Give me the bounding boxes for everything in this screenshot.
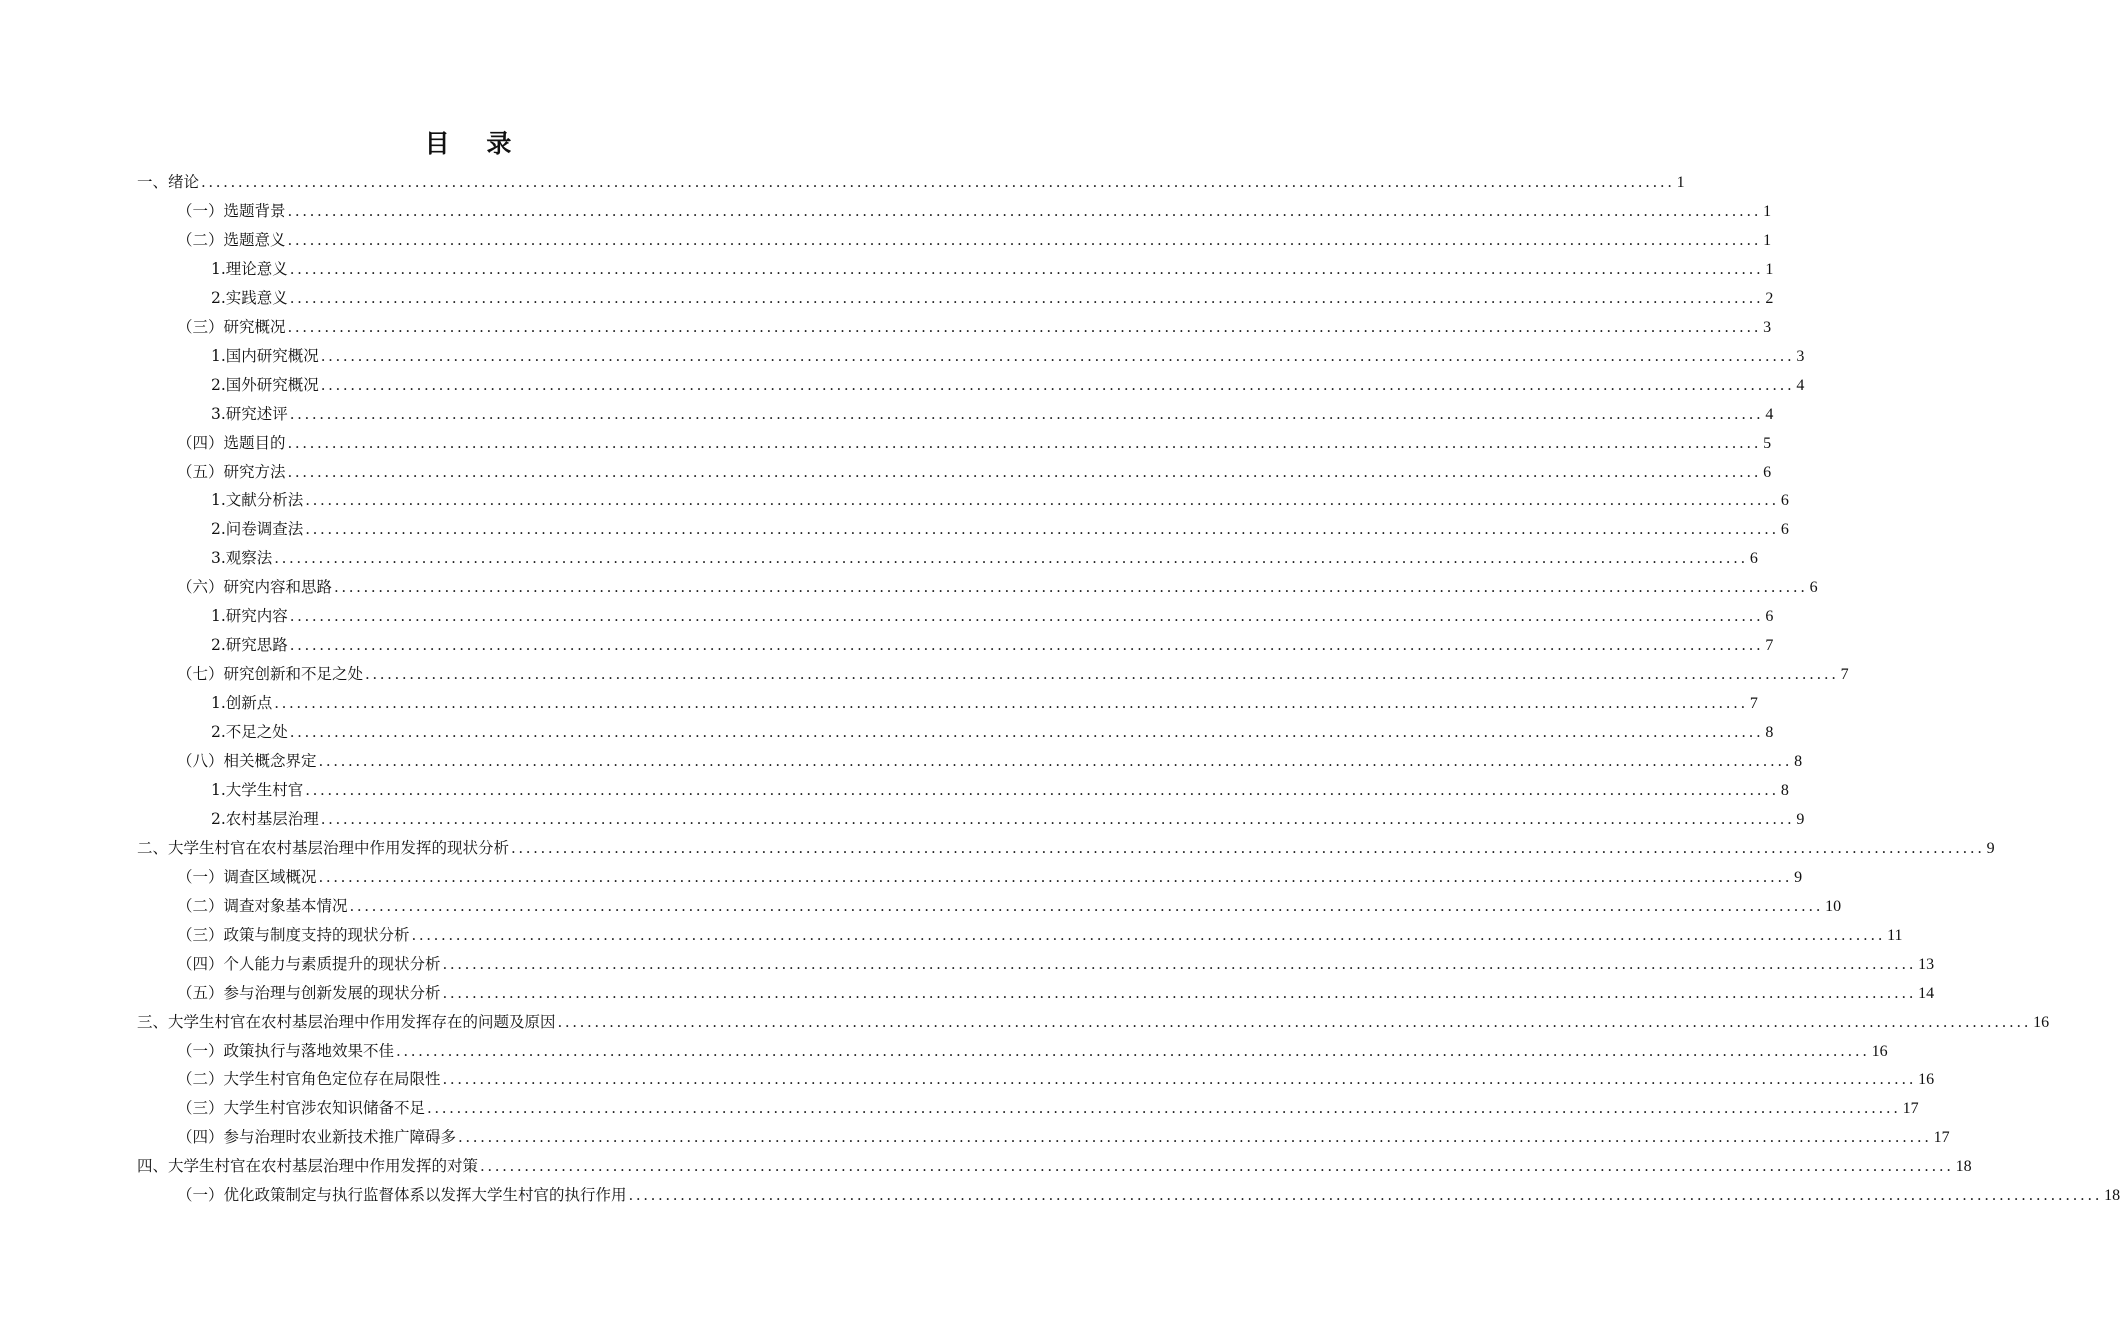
toc-dot-leader: ........................................................................................................................................................................................................	[287, 462, 1762, 481]
toc-page-number: 8	[1780, 781, 1789, 799]
toc-dot-leader: ........................................................................................................................................................................................................	[274, 549, 1748, 568]
toc-dot-leader: ........................................................................................................................................................................................................	[318, 867, 1793, 886]
toc-entry-title: 1.国内研究概况	[211, 346, 319, 365]
toc-entry-title: 2.农村基层治理	[211, 809, 319, 828]
toc-dot-leader: ........................................................................................................................................................................................................	[287, 201, 1762, 220]
toc-dot-leader: ........................................................................................................................................................................................................	[289, 723, 1764, 742]
toc-entry-title: （五）参与治理与创新发展的现状分析	[177, 983, 441, 1002]
toc-dot-leader: ........................................................................................................................................................................................................	[442, 983, 1917, 1002]
toc-entry-title: （一）选题背景	[177, 201, 286, 220]
toc-entry-title: （一）政策执行与落地效果不佳	[177, 1041, 395, 1060]
toc-dot-leader: ........................................................................................................................................................................................................	[511, 838, 1985, 857]
toc-entry-title: 3.研究述评	[211, 404, 288, 423]
toc-dot-leader: ........................................................................................................................................................................................................	[427, 1099, 1901, 1118]
toc-page-number: 16	[1871, 1042, 1888, 1060]
toc-page-number: 13	[1918, 955, 1935, 973]
toc-entry[interactable]	[177, 429, 1772, 458]
toc-page-number: 11	[1887, 926, 1903, 944]
toc-page-number: 9	[1986, 839, 1995, 857]
toc-page-number: 3	[1796, 347, 1805, 365]
toc-entry[interactable]	[177, 573, 1818, 602]
toc-entry-title: （二）大学生村官角色定位存在局限性	[177, 1070, 441, 1089]
toc-page-number: 1	[1765, 260, 1774, 278]
toc-page-number: 10	[1825, 897, 1842, 915]
toc-dot-leader: ........................................................................................................................................................................................................	[287, 433, 1762, 452]
toc-dot-leader: ........................................................................................................................................................................................................	[289, 288, 1764, 307]
toc-entry-title: 四、大学生村官在农村基层治理中作用发挥的对策	[137, 1157, 479, 1176]
toc-page-number: 2	[1765, 289, 1774, 307]
toc-dot-leader: ........................................................................................................................................................................................................	[320, 375, 1795, 394]
toc-page-number: 18	[2104, 1187, 2120, 1205]
toc-entry[interactable]	[211, 805, 1805, 834]
toc-dot-leader: ........................................................................................................................................................................................................	[442, 1070, 1917, 1089]
toc-entry[interactable]	[177, 458, 1772, 487]
toc-entry[interactable]	[211, 342, 1805, 371]
toc-entry-title: （二）选题意义	[177, 230, 286, 249]
toc-page-number: 6	[1780, 492, 1789, 510]
toc-entry-title: （四）参与治理时农业新技术推广障碍多	[177, 1128, 457, 1147]
toc-entry-title: （三）政策与制度支持的现状分析	[177, 925, 410, 944]
toc-entry[interactable]	[211, 400, 1774, 429]
toc-entry[interactable]	[211, 776, 1789, 805]
toc-entry-title: 1.大学生村官	[211, 780, 304, 799]
toc-page-number: 4	[1765, 405, 1774, 423]
toc-entry[interactable]	[211, 515, 1789, 544]
toc-entry[interactable]	[211, 544, 1758, 573]
toc-page-number: 16	[2033, 1013, 2050, 1031]
toc-entry-title: （二）调查对象基本情况	[177, 896, 348, 915]
toc-dot-leader: ........................................................................................................................................................................................................	[334, 578, 1808, 597]
toc-entry[interactable]	[137, 1152, 1972, 1181]
toc-page-number: 9	[1794, 868, 1803, 886]
toc-dot-leader: ........................................................................................................................................................................................................	[201, 173, 1675, 191]
toc-entry[interactable]	[177, 1037, 1888, 1066]
toc-page-number: 8	[1794, 753, 1803, 770]
toc-entry-title: （四）个人能力与素质提升的现状分析	[177, 954, 441, 973]
toc-entry-title: 1.创新点	[211, 694, 273, 713]
toc-dot-leader: ........................................................................................................................................................................................................	[557, 1012, 2032, 1031]
toc-entry-title: 二、大学生村官在农村基层治理中作用发挥的现状分析	[137, 838, 510, 857]
toc-entry[interactable]	[177, 979, 1935, 1008]
toc-entry[interactable]	[137, 168, 1685, 197]
toc-page-number: 3	[1763, 318, 1772, 336]
toc-entry-title: 一、绪论	[137, 173, 200, 191]
toc-entry-title: （五）研究方法	[177, 462, 286, 481]
toc-dot-leader: ........................................................................................................................................................................................................	[442, 954, 1917, 973]
toc-dot-leader: ........................................................................................................................................................................................................	[289, 259, 1764, 278]
toc-entry-title: 三、大学生村官在农村基层治理中作用发挥存在的问题及原因	[137, 1012, 556, 1031]
toc-entry-title: （一）优化政策制定与执行监督体系以发挥大学生村官的执行作用	[177, 1186, 627, 1205]
toc-entry[interactable]	[177, 660, 1849, 689]
toc-dot-leader: ........................................................................................................................................................................................................	[411, 925, 1886, 944]
toc-entry[interactable]	[177, 197, 1772, 226]
toc-entry-title: （七）研究创新和不足之处	[177, 665, 364, 684]
toc-entry[interactable]	[177, 950, 1935, 979]
toc-entry[interactable]	[211, 602, 1774, 631]
toc-entry-title: 2.不足之处	[211, 723, 288, 742]
toc-dot-leader: ........................................................................................................................................................................................................	[320, 346, 1795, 365]
toc-dot-leader: ........................................................................................................................................................................................................	[396, 1041, 1870, 1060]
toc-dot-leader: ........................................................................................................................................................................................................	[628, 1186, 2103, 1205]
toc-dot-leader: ........................................................................................................................................................................................................	[480, 1157, 1954, 1176]
toc-entry[interactable]	[177, 921, 1903, 950]
toc-dot-leader: ........................................................................................................................................................................................................	[289, 607, 1764, 626]
toc-entry-title: 1.文献分析法	[211, 491, 304, 510]
toc-entry[interactable]	[177, 313, 1772, 342]
toc-page-number: 6	[1809, 579, 1818, 597]
toc-page-number: 6	[1780, 521, 1789, 539]
toc-page-number: 1	[1676, 174, 1685, 191]
toc-page-number: 6	[1749, 550, 1758, 568]
toc-entry-title: 1.研究内容	[211, 607, 288, 626]
toc-page-number: 1	[1763, 202, 1772, 220]
toc-page-number: 17	[1902, 1100, 1919, 1118]
toc-entry[interactable]	[137, 834, 1995, 863]
toc-dot-leader: ........................................................................................................................................................................................................	[318, 752, 1793, 770]
toc-entry-title: （一）调查区域概况	[177, 867, 317, 886]
toc-page-number: 9	[1796, 810, 1805, 828]
toc-page-number: 14	[1918, 984, 1935, 1002]
toc-dot-leader: ........................................................................................................................................................................................................	[349, 896, 1824, 915]
toc-page-number: 7	[1840, 666, 1849, 684]
toc-entry[interactable]	[211, 284, 1774, 313]
toc-page-number: 18	[1955, 1158, 1972, 1176]
toc-entry[interactable]	[177, 226, 1772, 255]
toc-entry[interactable]	[177, 1123, 1950, 1152]
toc-page-number: 4	[1796, 376, 1805, 394]
toc-dot-leader: ........................................................................................................................................................................................................	[287, 230, 1762, 249]
toc-entry[interactable]	[211, 255, 1774, 284]
toc-entry-title: （八）相关概念界定	[177, 752, 317, 770]
toc-entry-title: 2.研究思路	[211, 636, 288, 655]
toc-dot-leader: ........................................................................................................................................................................................................	[289, 404, 1764, 423]
toc-entry[interactable]	[177, 892, 1842, 921]
toc-page-number: 6	[1763, 463, 1772, 481]
toc-entry[interactable]	[137, 1008, 2050, 1037]
toc-page-number: 7	[1749, 695, 1758, 713]
toc-dot-leader: ........................................................................................................................................................................................................	[289, 636, 1764, 655]
toc-dot-leader: ........................................................................................................................................................................................................	[320, 809, 1795, 828]
toc-entry[interactable]	[211, 718, 1774, 747]
toc-page-number: 8	[1765, 724, 1774, 742]
toc-entry[interactable]	[177, 747, 1803, 776]
toc-dot-leader: ........................................................................................................................................................................................................	[274, 694, 1748, 713]
toc-entry[interactable]	[211, 371, 1805, 400]
toc-dot-leader: ........................................................................................................................................................................................................	[305, 520, 1779, 539]
toc-entry-title: （三）大学生村官涉农知识储备不足	[177, 1099, 426, 1118]
toc-page-number: 1	[1763, 231, 1772, 249]
toc-entry-title: 2.实践意义	[211, 288, 288, 307]
toc-entry-title: 3.观察法	[211, 549, 273, 568]
toc-page-number: 6	[1765, 608, 1774, 626]
toc-entry[interactable]	[211, 486, 1789, 515]
toc-entry[interactable]	[177, 863, 1803, 892]
toc-dot-leader: ........................................................................................................................................................................................................	[305, 491, 1779, 510]
toc-dot-leader: ........................................................................................................................................................................................................	[305, 780, 1779, 799]
toc-entry[interactable]	[177, 1181, 2120, 1210]
toc-dot-leader: ........................................................................................................................................................................................................	[458, 1128, 1932, 1147]
toc-page-number: 17	[1933, 1129, 1950, 1147]
toc-entry-title: 2.国外研究概况	[211, 375, 319, 394]
toc-entry-title: （六）研究内容和思路	[177, 578, 333, 597]
toc-entry-title: 1.理论意义	[211, 259, 288, 278]
page-title: 目 录	[424, 129, 526, 158]
toc-page-number: 7	[1765, 637, 1774, 655]
toc-entry[interactable]	[211, 631, 1774, 660]
toc-entry[interactable]	[211, 689, 1758, 718]
toc-page-number: 16	[1918, 1071, 1935, 1089]
toc-entry-title: （三）研究概况	[177, 317, 286, 336]
toc-entry-title: 2.问卷调查法	[211, 520, 304, 539]
toc-dot-leader: ........................................................................................................................................................................................................	[365, 665, 1839, 684]
toc-entry[interactable]	[177, 1065, 1935, 1094]
toc-entry-title: （四）选题目的	[177, 433, 286, 452]
toc-entry[interactable]	[177, 1094, 1919, 1123]
toc-page-number: 5	[1763, 434, 1772, 452]
toc-dot-leader: ........................................................................................................................................................................................................	[287, 317, 1762, 336]
